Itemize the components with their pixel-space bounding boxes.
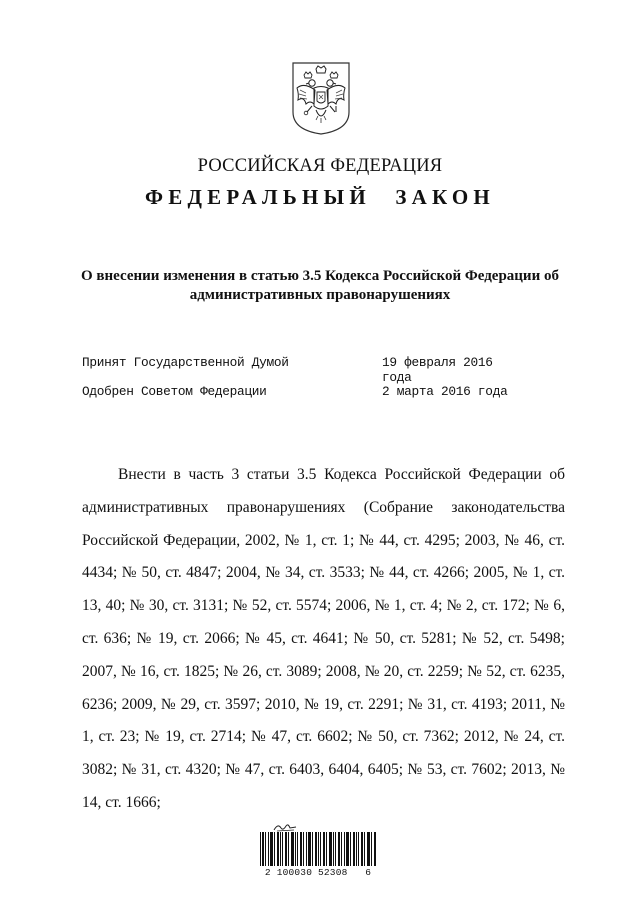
country-name: РОССИЙСКАЯ ФЕДЕРАЦИЯ — [197, 156, 443, 176]
document-type: ФЕДЕРАЛЬНЫЙ ЗАКОН — [145, 185, 495, 209]
law-title: О внесении изменения в статью 3.5 Кодекса Российской Федерации об административных правонарушениях — [81, 268, 559, 303]
barcode-icon — [258, 832, 378, 866]
council-date: 2 марта 2016 года — [382, 384, 508, 399]
handwritten-initials — [272, 822, 300, 832]
barcode-number: 2 100030 52308 6 — [264, 867, 372, 878]
barcode-block — [258, 822, 378, 882]
duma-label: Принят Государственной Думой — [82, 355, 289, 370]
duma-date: 19 февраля 2016 года — [382, 355, 493, 385]
coat-of-arms-icon — [290, 60, 352, 136]
body-paragraph: Внести в часть 3 статьи 3.5 Кодекса Российской Федерации об административных правонарушениях (Собрание законодательства Российской Федерации, 2002, № 1, ст. 1; № 44, ст. 4295; 2003, № 46, ст. 4434; № 50, ст. 4847; 2004, № 34, ст. 3533; № 44, ст. 4266; 2005, № 1, ст. 13, 40; № 30, ст. 3131; № 52, ст. 5574; 2006, № 1, ст. 4; № 2, ст. 172; № 6, ст. 636; № 19, ст. 2066; № 45, ст. 4641; № 50, ст. 5281; № 52, ст. 5498; 2007, № 16, ст. 1825; № 26, ст. 3089; 2008, № 20, ст. 2259; № 52, ст. 6235, 6236; 2009, № 29, ст. 3597; 2010, № 19, ст. 2291; № 31, ст. 4193; 2011, № 1, ст. 23; № 19, ст. 2714; № 47, ст. 6602; № 50, ст. 7362; 2012, № 24, ст. 3082; № 31, ст. 4320; № 47, ст. 6403, 6404, 6405; № 53, ст. 7602; 2013, № 14, ст. 1666; — [82, 466, 565, 811]
council-label: Одобрен Советом Федерации — [82, 384, 267, 399]
